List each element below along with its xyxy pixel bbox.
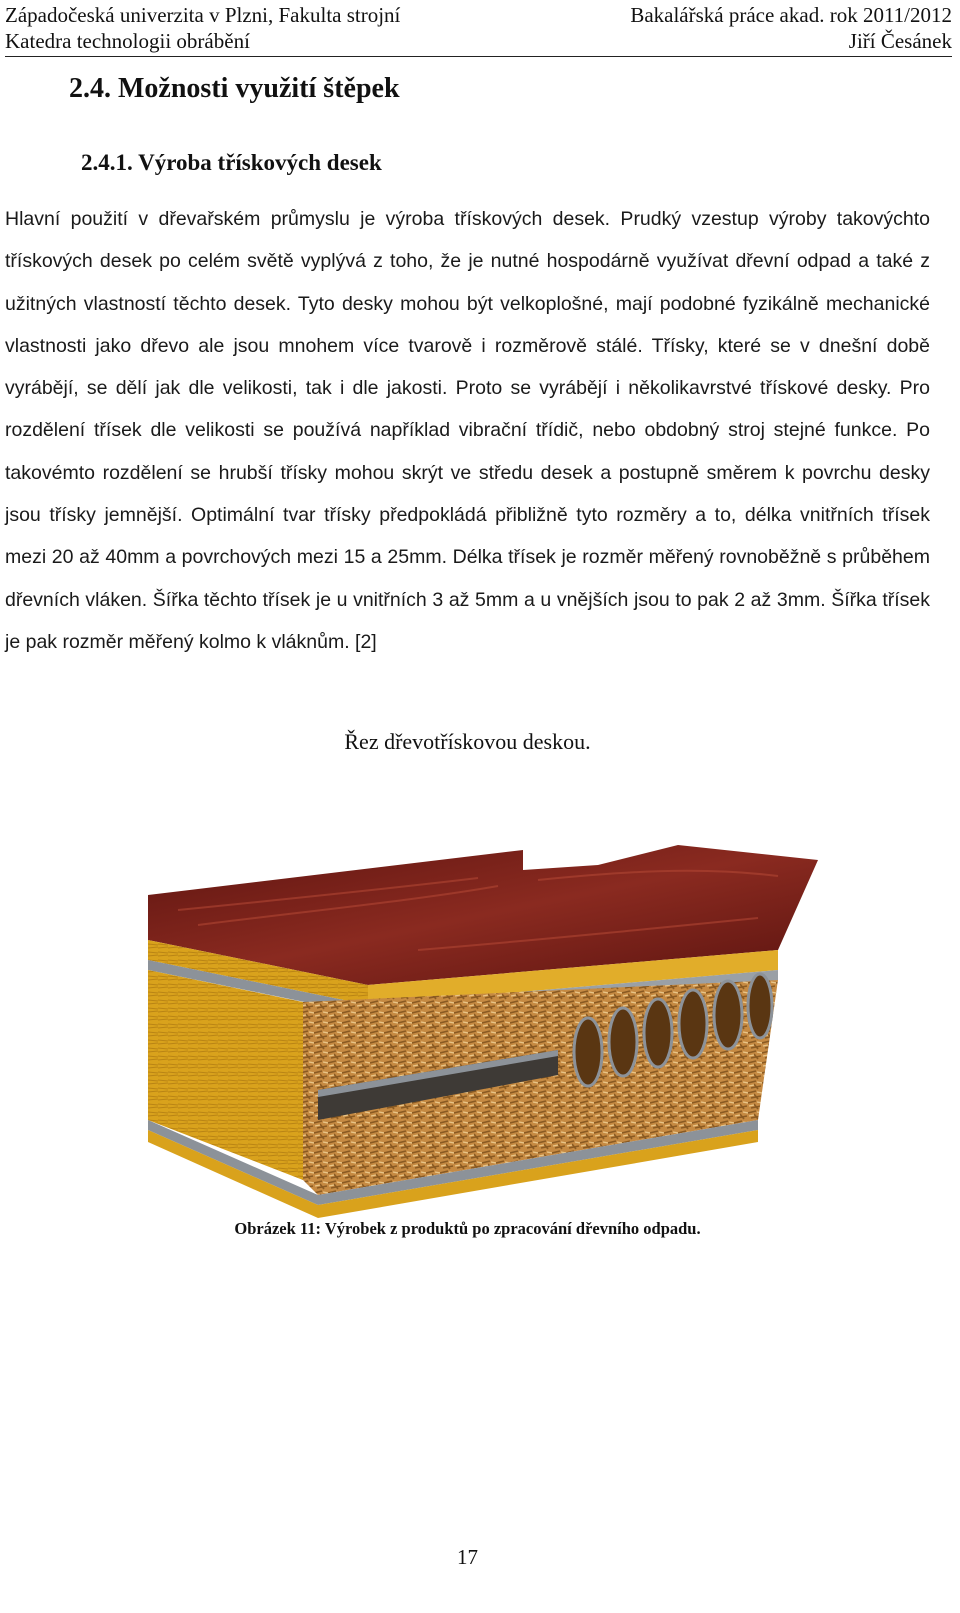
body-paragraph: Hlavní použití v dřevařském průmyslu je výroba třískových desek. Prudký vzestup výroby takovýchto třískových desek po celém světě vyplývá z toho, že je nutné hospodárně využívat dřevní odpad a také z užitných vlastností těchto desek. Tyto desky mohou být velkoplošné, mají podobné fyzikálně mechanické vlastnosti jako dřevo ale jsou mnohem více tvarově i rozměrově stálé. Třísky, které se v dnešní době vyrábějí, se dělí jak dle velikosti, tak i dle jakosti. Proto se vyrábějí i několikavrstvé třískové desky. Pro rozdělení třísek dle velikosti se používá například vibrační třídič, nebo obdobný stroj stejné funkce. Po takovémto rozdělení se hrubší třísky mohou skrýt ve středu desek a postupně směrem k povrchu desky jsou třísky jemnější. Optimální tvar třísky předpokládá přibližně tyto rozměry a to, délka vnitřních třísek mezi 20 až 40mm a povrchových mezi 15 a 25mm. Délka třísek je rozměr měřený rovnoběžně s průběhem dřevních vláken. Šířka těchto třísek je u vnitřních 3 až 5mm a u vnějších jsou to pak 2 až 3mm. Šířka třísek je pak rozměr měřený kolmo k vláknům. [2] <box>5 208 930 653</box>
particleboard-image <box>118 790 818 1220</box>
figure-title: Řez dřevotřískovou deskou. <box>344 729 591 754</box>
header-rule <box>5 56 952 57</box>
section-heading: 2.4. Možnosti využití štěpek <box>69 73 400 104</box>
running-header-line2 <box>5 28 952 54</box>
header-department: Katedra technologii obrábění <box>5 29 250 53</box>
page-number: 17 <box>457 1545 478 1569</box>
header-thesis: Bakalářská práce akad. rok 2011/2012 <box>630 3 952 27</box>
header-author: Jiří Česánek <box>848 29 952 53</box>
running-header-line1 <box>5 2 952 28</box>
header-university: Západočeská univerzita v Plzni, Fakulta strojní <box>5 3 401 27</box>
particleboard-cross-section-illustration <box>118 790 818 1220</box>
subsection-heading: 2.4.1. Výroba třískových desek <box>81 150 382 175</box>
figure-caption: Obrázek 11: Výrobek z produktů po zpracování dřevního odpadu. <box>234 1219 701 1238</box>
